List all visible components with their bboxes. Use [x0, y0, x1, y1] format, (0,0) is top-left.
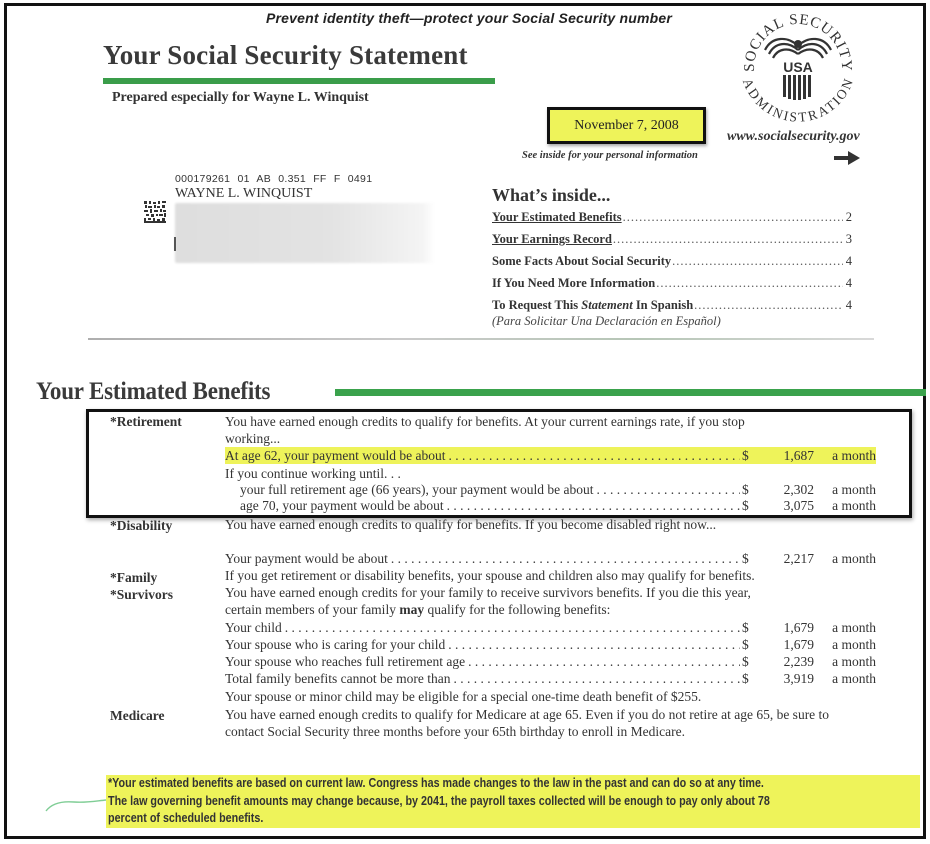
row-description: age 70, your payment would be about	[240, 498, 444, 513]
survivors-family-max-row	[225, 670, 876, 687]
retirement-full-age-row	[240, 481, 876, 498]
toc-label: Your Estimated Benefits	[492, 210, 622, 224]
row-amount: 3,919	[783, 671, 814, 686]
toc-page: 4	[845, 254, 852, 268]
survivors-intro-bold: may	[399, 602, 425, 617]
see-inside-note: See inside for your personal information	[522, 150, 698, 161]
date-text: November 7, 2008	[574, 117, 679, 133]
row-leader-dots	[391, 550, 740, 567]
row-description: Total family benefits cannot be more than	[225, 671, 451, 686]
ssa-seal-icon	[738, 6, 858, 126]
row-period: a month	[832, 482, 876, 497]
toc-label	[492, 298, 693, 313]
toc-page: 2	[845, 210, 852, 224]
survivors-intro-pre: certain members of your family	[225, 602, 400, 617]
row-period: a month	[832, 448, 876, 463]
row-amount: 2,302	[783, 482, 814, 497]
row-currency: $	[742, 620, 749, 635]
barcode-icon	[144, 201, 166, 223]
toc-leader-dots	[672, 254, 843, 269]
recipient-name: WAYNE L. WINQUIST	[175, 186, 313, 201]
row-currency: $	[742, 551, 749, 566]
mail-code-line: 000179261 01 AB 0.351 FF F 0491	[175, 173, 373, 185]
row-currency: $	[742, 448, 749, 463]
row-currency: $	[742, 498, 749, 513]
toc-label-pre: To Request This	[492, 298, 582, 312]
survivors-intro-post: qualify for the following benefits:	[424, 602, 611, 617]
arrow-right-icon	[834, 151, 860, 165]
toc-leader-dots	[623, 210, 843, 225]
row-description: Your child	[225, 620, 282, 635]
row-amount: 3,075	[783, 498, 814, 513]
row-description: At age 62, your payment would be about	[225, 448, 446, 463]
retirement-label: *Retirement	[110, 414, 182, 429]
retirement-intro-1: You have earned enough credits to qualify for benefits. At your current earnings rate, if you stop	[225, 414, 745, 429]
survivors-intro-2	[225, 601, 610, 618]
identity-theft-tagline: Prevent identity theft—protect your Social Security number	[266, 10, 673, 26]
row-amount: 1,687	[783, 448, 814, 463]
toc-label: If You Need More Information	[492, 276, 656, 290]
medicare-line-2: contact Social Security three months before your 65th birthday to enroll in Medicare.	[225, 724, 685, 739]
disability-intro: You have earned enough credits to qualify for benefits. If you become disabled right now...	[225, 517, 717, 532]
survivors-label: *Survivors	[110, 587, 174, 602]
toc-label: Some Facts About Social Security	[492, 254, 672, 268]
benefits-green-bar	[335, 389, 926, 396]
retirement-intro-2: working...	[225, 431, 281, 446]
whats-inside-title: What’s inside...	[492, 185, 611, 205]
seal-usa-text: USA	[783, 59, 813, 75]
row-currency: $	[742, 482, 749, 497]
disability-label: *Disability	[110, 518, 173, 533]
row-period: a month	[832, 654, 876, 669]
row-description: Your spouse who is caring for your child	[225, 637, 446, 652]
toc-item-facts[interactable]	[492, 254, 852, 276]
toc-item-earnings-record[interactable]	[492, 232, 852, 254]
toc-page: 4	[845, 276, 852, 290]
seal-bottom-text: ADMINISTRATION	[739, 76, 857, 125]
row-leader-dots	[597, 481, 740, 498]
survivors-death-benefit: Your spouse or minor child may be eligible for a special one-time death benefit of $255.	[225, 689, 702, 704]
toc-spanish-note: (Para Solicitar Una Declaración en Español)	[492, 314, 721, 328]
retirement-age70-row	[240, 497, 876, 514]
survivors-child-row	[225, 619, 876, 636]
survivors-spouse-caring-row	[225, 636, 876, 653]
toc-page: 3	[845, 232, 852, 246]
row-amount: 2,239	[783, 654, 814, 669]
retirement-age62-row	[225, 447, 876, 464]
statement-date	[547, 107, 706, 144]
medicare-label: Medicare	[110, 708, 165, 723]
disability-payment-row	[225, 550, 876, 567]
family-text: If you get retirement or disability benefits, your spouse and children also may qualify for benefits.	[225, 568, 755, 583]
benefits-footnote	[106, 775, 920, 828]
retirement-continue: If you continue working until. . .	[225, 466, 401, 481]
toc-leader-dots	[656, 276, 843, 291]
row-leader-dots	[468, 653, 740, 670]
toc-item-more-info[interactable]	[492, 276, 852, 298]
survivors-intro-1: You have earned enough credits for your family to receive survivors benefits. If you die this year,	[225, 585, 751, 600]
toc-leader-dots	[694, 298, 843, 313]
redacted-address	[175, 203, 435, 263]
row-leader-dots	[285, 619, 740, 636]
redaction-edge	[174, 237, 176, 251]
section-divider	[88, 338, 874, 340]
footnote-line-3: percent of scheduled benefits.	[108, 811, 264, 825]
footnote-line-1: *Your estimated benefits are based on current law. Congress has made changes to the law in the past and can do so at any time.	[108, 776, 764, 790]
medicare-line-1: You have earned enough credits to qualify for Medicare at age 65. Even if you do not retire at age 65, be sure to	[225, 707, 830, 722]
toc-label-post: In Spanish	[632, 298, 694, 312]
toc-page: 4	[845, 298, 852, 312]
row-period: a month	[832, 498, 876, 513]
row-leader-dots	[447, 497, 740, 514]
table-of-contents	[492, 210, 852, 329]
row-leader-dots	[453, 670, 740, 687]
row-period: a month	[832, 551, 876, 566]
survivors-spouse-fra-row	[225, 653, 876, 670]
family-label: *Family	[110, 570, 158, 585]
row-description: Your spouse who reaches full retirement age	[225, 654, 466, 669]
ssa-website-link[interactable]: www.socialsecurity.gov	[727, 129, 860, 144]
row-period: a month	[832, 637, 876, 652]
row-amount: 2,217	[783, 551, 814, 566]
row-period: a month	[832, 671, 876, 686]
toc-label-italic: Statement	[581, 298, 633, 312]
row-currency: $	[742, 637, 749, 652]
row-currency: $	[742, 671, 749, 686]
row-period: a month	[832, 620, 876, 635]
title-green-bar	[103, 78, 495, 84]
prepared-for: Prepared especially for Wayne L. Winquist	[112, 90, 369, 105]
pen-mark-icon	[44, 797, 108, 813]
seal-top-text: SOCIAL SECURITY	[741, 11, 855, 73]
row-currency: $	[742, 654, 749, 669]
footnote-line-2: The law governing benefit amounts may change because, by 2041, the payroll taxes collected will be enough to pay only about 78	[108, 793, 770, 808]
toc-label: Your Earnings Record	[492, 232, 612, 246]
row-description: your full retirement age (66 years), your payment would be about	[240, 482, 594, 497]
row-amount: 1,679	[783, 620, 814, 635]
row-leader-dots	[448, 447, 740, 464]
estimated-benefits-title: Your Estimated Benefits	[36, 378, 271, 405]
statement-title: Your Social Security Statement	[103, 40, 468, 70]
toc-item-estimated-benefits[interactable]	[492, 210, 852, 232]
row-amount: 1,679	[783, 637, 814, 652]
row-description: Your payment would be about	[225, 551, 388, 566]
toc-leader-dots	[613, 232, 843, 247]
row-leader-dots	[448, 636, 740, 653]
